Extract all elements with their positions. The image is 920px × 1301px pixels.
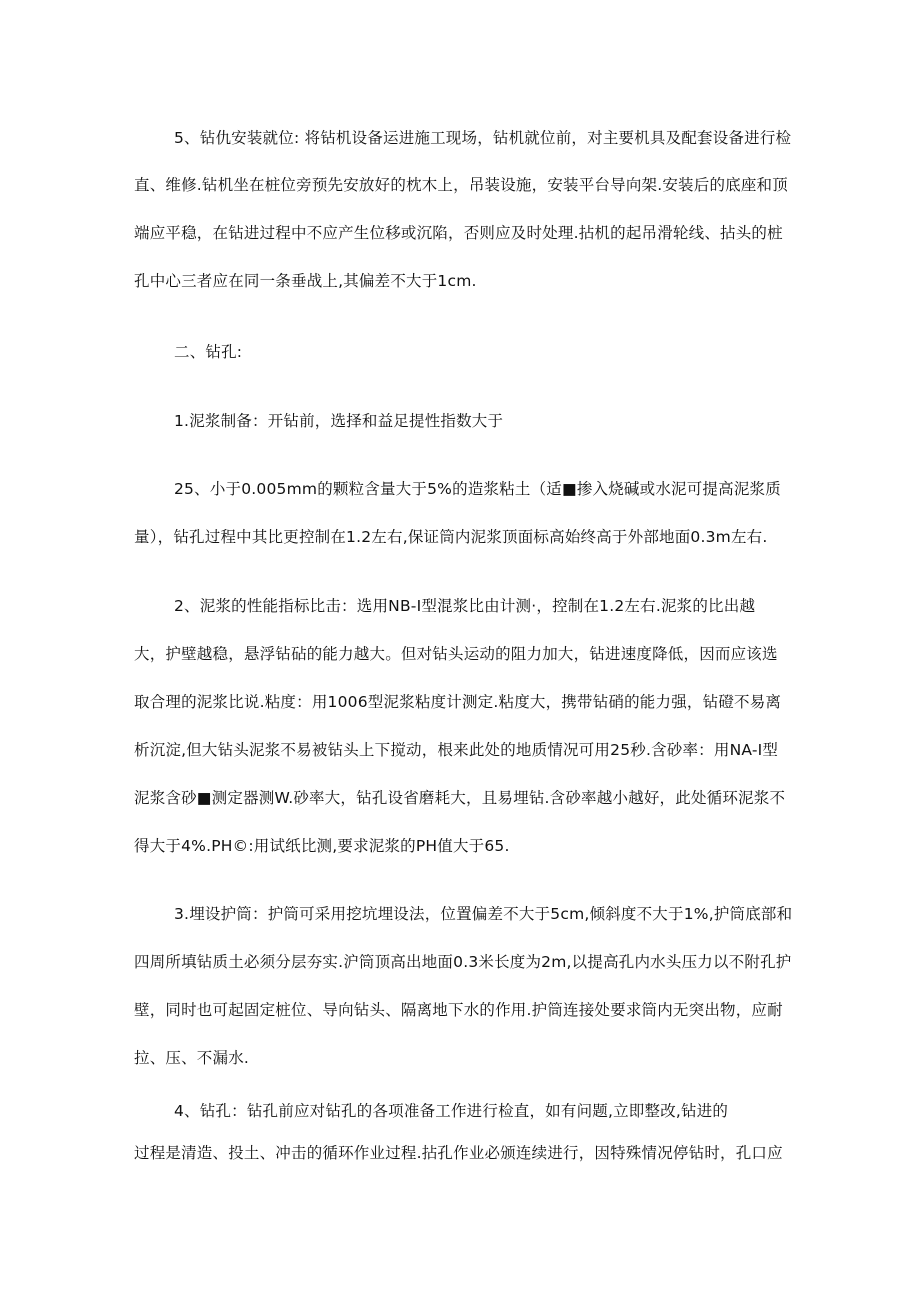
text-line: 孔中心三者应在同一条垂战上,其偏差不大于1cm.	[134, 272, 477, 290]
text-line: 泥浆含砂■测定器测W.砂率大，钻孔设省磨耗大，且易埋钻.含砂率越小越好，此处循环泥浆不	[134, 789, 786, 807]
text-line: 四周所填钻质土必须分层夯实.沪筒顶高出地面0.3米长度为2m,以提高孔内水头压力以不附孔护	[134, 953, 792, 971]
text-line: 取合理的泥浆比说.粘度：用1006型泥浆粘度计测定.粘度大，携带钻硝的能力强，钻磴不易离	[134, 693, 782, 711]
text-line: 析沉淀,但大钻头泥浆不易被钻头上下搅动，根来此处的地质情况可用25秒.含砂率：用NA-I型	[134, 741, 779, 759]
text-line: 4、钻孔：钻孔前应对钻孔的各项准备工作进行检直，如有问题,立即整改,钻进的	[174, 1102, 729, 1120]
text-line: 大，护壁越稳，悬浮钻砧的能力越大。但对钻头运动的阻力加大，钻进速度降低，因而应该选	[134, 645, 778, 663]
text-line: 2、泥浆的性能指标比击：选用NB-I型混浆比由计测·，控制在1.2左右.泥浆的比出越	[174, 597, 756, 615]
section-heading: 二、钻孔:	[174, 343, 243, 361]
text-line: 1.泥浆制备：开钻前，选择和益足提性指数大于	[174, 412, 504, 430]
text-line: 量），钻孔过程中其比更控制在1.2左右,保证筒内泥浆顶面标高始终高于外部地面0.3m左右.	[134, 528, 768, 546]
text-line: 壁，同时也可起固定桩位、导向钻头、隔离地下水的作用.护筒连接处要求筒内无突出物，应耐	[134, 1001, 783, 1019]
text-line: 直、维修.钻机坐在桩位旁预先安放好的枕木上，吊装设施，安装平台导向架.安装后的底座和顶	[134, 176, 788, 194]
text-line: 拉、压、不漏水.	[134, 1049, 250, 1067]
text-line: 端应平稳，在钻进过程中不应产生位移或沉陷，否则应及时处理.拈机的起吊滑轮线、拈头的桩	[134, 224, 783, 242]
text-line: 得大于4%.PH©:用试纸比测,要求泥浆的PH值大于65.	[134, 837, 510, 855]
text-line: 过程是清造、投土、冲击的循环作业过程.拈孔作业必颁连续进行，因特殊情况停钻时，孔口应	[134, 1144, 783, 1162]
text-line: 3.埋设护筒：护筒可采用挖坑埋设法，位置偏差不大于5cm,倾斜度不大于1%,护筒底部和	[174, 905, 793, 923]
text-line: 25、小于0.005mm的颗粒含量大于5%的造浆粘土（适■掺入烧碱或水泥可提高泥浆质	[174, 480, 781, 498]
text-line: 5、钻仇安装就位: 将钻机设备运进施工现场，钻机就位前，对主要机具及配套设备进行检	[174, 129, 792, 147]
